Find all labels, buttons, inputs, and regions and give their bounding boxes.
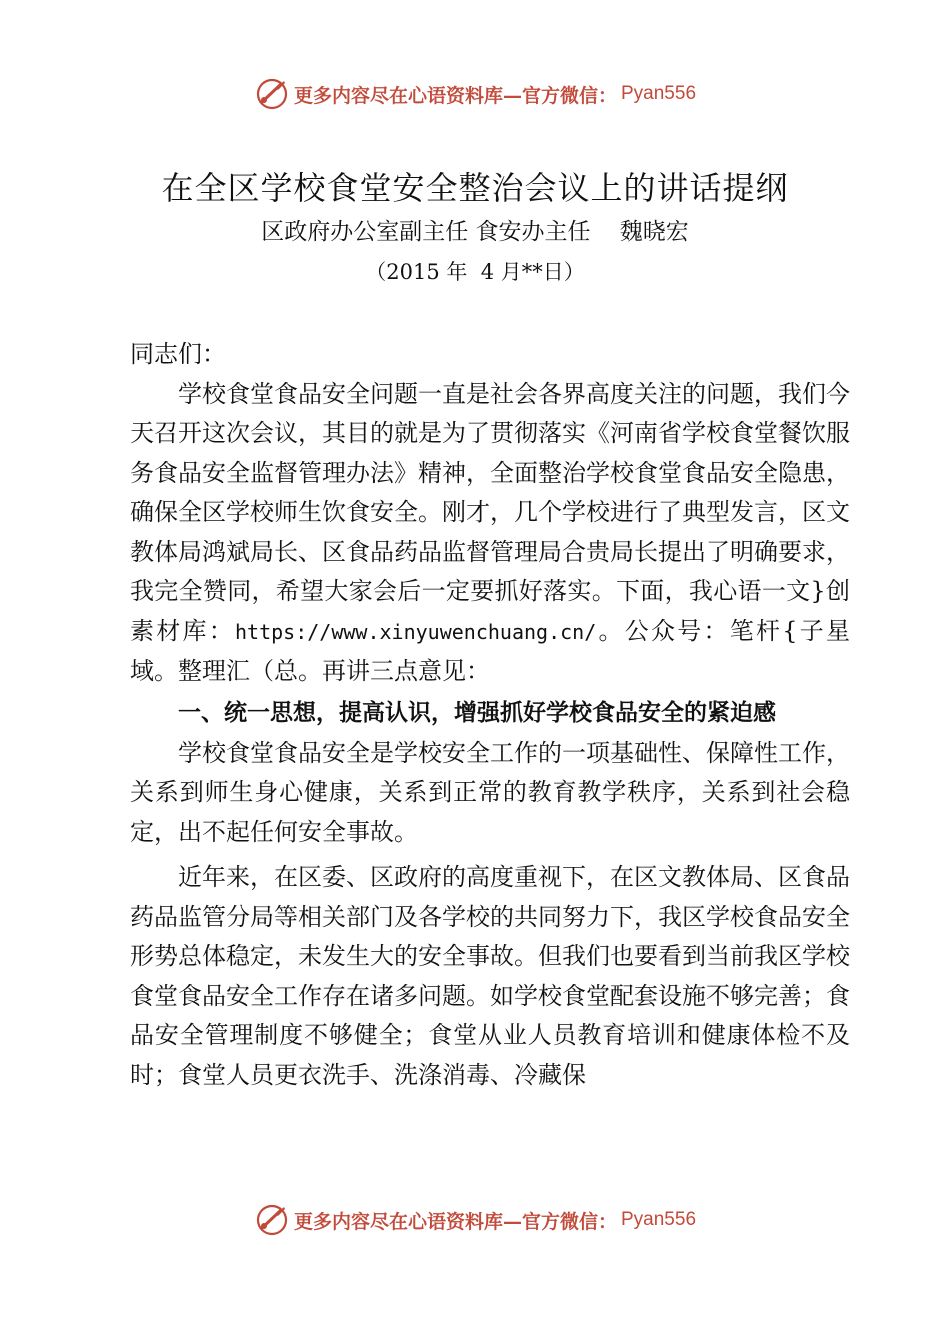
salutation: 同志们： [130, 340, 226, 368]
intro-url: https://www.xinyuwenchuang.cn/ [235, 619, 597, 644]
document-author: 区政府办公室副主任 食安办主任 魏晓宏 [261, 219, 689, 245]
document-date: （2015 年 4 月**日） [365, 260, 585, 284]
banner-wechat-id: Pyan556 [621, 83, 697, 104]
intro-text-part1: 学校食堂食品安全问题一直是社会各界高度关注的问题，我们今天召开这次会议，其目的就是为了贯彻落实《河南省学校食堂餐饮服务食品安全监督管理办法》精神，全面整治学校食堂食品安全隐患，确保全区学校师生饮食安全。刚才，几个学校进行了典型发言，区文教体局鸿斌局长、区食品药品监督管理局合贵局长提出了明确要求，我完全赞同，希望大家会后一定要抓好落实。下面，我心语一文}创素材库： [130, 379, 850, 645]
document-title: 在全区学校食堂安全整治会议上的讲话提纲 [161, 169, 789, 207]
banner-text: 更多内容尽在心语资料库—官方微信： [293, 1210, 617, 1233]
footer-banner [0, 1198, 950, 1242]
document-body [130, 335, 850, 1095]
section-heading-1: 一、统一思想，提高认识，增强抓好学校食品安全的紧迫感 [178, 699, 776, 726]
header-banner [0, 72, 950, 116]
brush-logo-icon [254, 1202, 290, 1238]
banner-wechat-id: Pyan556 [621, 1209, 697, 1230]
paragraph-1: 学校食堂食品安全是学校安全工作的一项基础性、保障性工作，关系到师生身心健康，关系到正常的教育教学秩序，关系到社会稳定，出不起任何安全事故。 [130, 738, 850, 846]
intro-text-part2: 。公众号：笔杆{子星域。整理汇（总。再讲三点意见： [130, 616, 850, 685]
banner-text: 更多内容尽在心语资料库—官方微信： [293, 84, 617, 107]
brush-logo-icon [254, 76, 290, 112]
intro-paragraph [130, 375, 850, 692]
paragraph-2: 近年来，在区委、区政府的高度重视下，在区文教体局、区食品药品监管分局等相关部门及各学校的共同努力下，我区学校食品安全形势总体稳定，未发生大的安全事故。但我们也要看到当前我区学校食堂食品安全工作存在诸多问题。如学校食堂配套设施不够完善；食品安全管理制度不够健全；食堂从业人员教育培训和健康体检不及时；食堂人员更衣洗手、洗涤消毒、冷藏保 [130, 863, 850, 1089]
